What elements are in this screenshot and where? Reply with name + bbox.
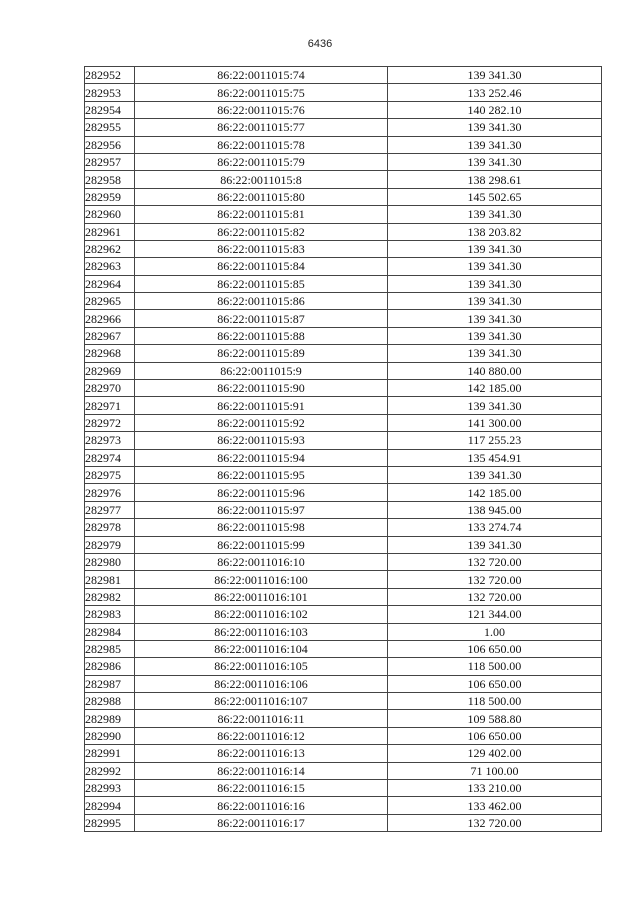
cadastral-number-cell: 86:22:0011015:95 (135, 466, 388, 483)
table-row (85, 171, 602, 188)
row-number-cell: 282978 (85, 519, 135, 536)
row-number-cell: 282964 (85, 275, 135, 292)
cadastral-value-cell: 139 341.30 (388, 310, 602, 327)
table-row (85, 432, 602, 449)
cadastral-number-cell: 86:22:0011016:13 (135, 745, 388, 762)
row-number-cell: 282960 (85, 206, 135, 223)
cadastral-value-cell: 133 252.46 (388, 84, 602, 101)
cadastral-value-cell: 139 341.30 (388, 345, 602, 362)
cadastral-value-cell: 140 282.10 (388, 101, 602, 118)
cadastral-value-cell: 142 185.00 (388, 484, 602, 501)
row-number-cell: 282973 (85, 432, 135, 449)
cadastral-number-cell: 86:22:0011015:87 (135, 310, 388, 327)
cadastral-number-cell: 86:22:0011015:82 (135, 223, 388, 240)
cadastral-value-cell: 139 341.30 (388, 240, 602, 257)
cadastral-number-cell: 86:22:0011016:105 (135, 658, 388, 675)
table-row (85, 153, 602, 170)
cadastral-value-cell: 139 341.30 (388, 536, 602, 553)
row-number-cell: 282972 (85, 414, 135, 431)
table-row (85, 571, 602, 588)
cadastral-number-cell: 86:22:0011015:80 (135, 188, 388, 205)
table-row (85, 536, 602, 553)
table-row (85, 258, 602, 275)
cadastral-number-cell: 86:22:0011015:96 (135, 484, 388, 501)
table-row (85, 136, 602, 153)
cadastral-number-cell: 86:22:0011016:11 (135, 710, 388, 727)
cadastral-value-cell: 121 344.00 (388, 606, 602, 623)
cadastral-number-cell: 86:22:0011015:99 (135, 536, 388, 553)
cadastral-number-cell: 86:22:0011016:16 (135, 797, 388, 814)
cadastral-number-cell: 86:22:0011016:106 (135, 675, 388, 692)
table-row (85, 640, 602, 657)
row-number-cell: 282982 (85, 588, 135, 605)
row-number-cell: 282961 (85, 223, 135, 240)
cadastral-value-cell: 139 341.30 (388, 466, 602, 483)
cadastral-value-cell: 140 880.00 (388, 362, 602, 379)
cadastral-value-cell: 132 720.00 (388, 814, 602, 831)
row-number-cell: 282981 (85, 571, 135, 588)
row-number-cell: 282955 (85, 119, 135, 136)
table-row (85, 606, 602, 623)
row-number-cell: 282989 (85, 710, 135, 727)
row-number-cell: 282952 (85, 67, 135, 84)
row-number-cell: 282954 (85, 101, 135, 118)
row-number-cell: 282970 (85, 380, 135, 397)
cadastral-number-cell: 86:22:0011016:102 (135, 606, 388, 623)
table-row (85, 206, 602, 223)
row-number-cell: 282993 (85, 780, 135, 797)
row-number-cell: 282965 (85, 293, 135, 310)
table-row (85, 780, 602, 797)
table-row (85, 240, 602, 257)
cadastral-number-cell: 86:22:0011015:88 (135, 327, 388, 344)
row-number-cell: 282985 (85, 640, 135, 657)
table-row (85, 553, 602, 570)
table-row (85, 588, 602, 605)
cadastral-value-cell: 139 341.30 (388, 258, 602, 275)
cadastral-number-cell: 86:22:0011015:86 (135, 293, 388, 310)
table-row (85, 814, 602, 831)
cadastral-number-cell: 86:22:0011015:90 (135, 380, 388, 397)
table-row (85, 727, 602, 744)
cadastral-number-cell: 86:22:0011016:107 (135, 693, 388, 710)
cadastral-value-cell: 133 274.74 (388, 519, 602, 536)
table-row (85, 519, 602, 536)
table-row (85, 501, 602, 518)
cadastral-value-cell: 71 100.00 (388, 762, 602, 779)
table-row (85, 693, 602, 710)
row-number-cell: 282967 (85, 327, 135, 344)
cadastral-number-cell: 86:22:0011015:78 (135, 136, 388, 153)
row-number-cell: 282990 (85, 727, 135, 744)
row-number-cell: 282984 (85, 623, 135, 640)
cadastral-value-cell: 139 341.30 (388, 206, 602, 223)
table-row (85, 710, 602, 727)
cadastral-value-cell: 1.00 (388, 623, 602, 640)
row-number-cell: 282977 (85, 501, 135, 518)
row-number-cell: 282962 (85, 240, 135, 257)
cadastral-value-cell: 132 720.00 (388, 571, 602, 588)
cadastral-value-cell: 132 720.00 (388, 553, 602, 570)
cadastral-number-cell: 86:22:0011015:93 (135, 432, 388, 449)
cadastral-value-table (84, 66, 602, 832)
table-row (85, 275, 602, 292)
row-number-cell: 282953 (85, 84, 135, 101)
table-row (85, 745, 602, 762)
table-row (85, 188, 602, 205)
cadastral-value-cell: 118 500.00 (388, 693, 602, 710)
row-number-cell: 282976 (85, 484, 135, 501)
table-row (85, 84, 602, 101)
table-row (85, 67, 602, 84)
table-row (85, 797, 602, 814)
cadastral-number-cell: 86:22:0011015:83 (135, 240, 388, 257)
cadastral-number-cell: 86:22:0011015:76 (135, 101, 388, 118)
row-number-cell: 282986 (85, 658, 135, 675)
table-row (85, 101, 602, 118)
cadastral-number-cell: 86:22:0011016:104 (135, 640, 388, 657)
cadastral-number-cell: 86:22:0011015:74 (135, 67, 388, 84)
cadastral-number-cell: 86:22:0011015:91 (135, 397, 388, 414)
row-number-cell: 282975 (85, 466, 135, 483)
cadastral-value-cell: 138 203.82 (388, 223, 602, 240)
cadastral-value-cell: 135 454.91 (388, 449, 602, 466)
table-row (85, 658, 602, 675)
cadastral-number-cell: 86:22:0011015:81 (135, 206, 388, 223)
row-number-cell: 282991 (85, 745, 135, 762)
table-body (85, 67, 602, 832)
row-number-cell: 282963 (85, 258, 135, 275)
table-row (85, 675, 602, 692)
row-number-cell: 282974 (85, 449, 135, 466)
cadastral-value-cell: 106 650.00 (388, 727, 602, 744)
cadastral-value-cell: 141 300.00 (388, 414, 602, 431)
cadastral-value-cell: 145 502.65 (388, 188, 602, 205)
row-number-cell: 282969 (85, 362, 135, 379)
table-row (85, 327, 602, 344)
cadastral-value-cell: 117 255.23 (388, 432, 602, 449)
table-row (85, 449, 602, 466)
cadastral-number-cell: 86:22:0011015:84 (135, 258, 388, 275)
cadastral-value-cell: 106 650.00 (388, 640, 602, 657)
row-number-cell: 282971 (85, 397, 135, 414)
cadastral-value-cell: 139 341.30 (388, 275, 602, 292)
cadastral-number-cell: 86:22:0011016:100 (135, 571, 388, 588)
row-number-cell: 282979 (85, 536, 135, 553)
table-row (85, 623, 602, 640)
cadastral-value-cell: 139 341.30 (388, 119, 602, 136)
table-row (85, 119, 602, 136)
cadastral-value-cell: 138 298.61 (388, 171, 602, 188)
row-number-cell: 282980 (85, 553, 135, 570)
cadastral-value-cell: 109 588.80 (388, 710, 602, 727)
cadastral-number-cell: 86:22:0011016:17 (135, 814, 388, 831)
cadastral-number-cell: 86:22:0011016:10 (135, 553, 388, 570)
row-number-cell: 282988 (85, 693, 135, 710)
row-number-cell: 282983 (85, 606, 135, 623)
table-row (85, 345, 602, 362)
row-number-cell: 282992 (85, 762, 135, 779)
cadastral-number-cell: 86:22:0011015:77 (135, 119, 388, 136)
cadastral-value-cell: 138 945.00 (388, 501, 602, 518)
row-number-cell: 282958 (85, 171, 135, 188)
row-number-cell: 282956 (85, 136, 135, 153)
table-row (85, 762, 602, 779)
table-row (85, 223, 602, 240)
table-row (85, 414, 602, 431)
table-row (85, 362, 602, 379)
cadastral-number-cell: 86:22:0011016:12 (135, 727, 388, 744)
cadastral-value-cell: 139 341.30 (388, 153, 602, 170)
table-row (85, 466, 602, 483)
row-number-cell: 282966 (85, 310, 135, 327)
cadastral-number-cell: 86:22:0011015:94 (135, 449, 388, 466)
cadastral-value-cell: 132 720.00 (388, 588, 602, 605)
cadastral-number-cell: 86:22:0011016:101 (135, 588, 388, 605)
page-number: 6436 (307, 38, 333, 50)
cadastral-number-cell: 86:22:0011015:85 (135, 275, 388, 292)
cadastral-value-cell: 139 341.30 (388, 293, 602, 310)
table-row (85, 484, 602, 501)
cadastral-value-cell: 133 210.00 (388, 780, 602, 797)
cadastral-number-cell: 86:22:0011015:9 (135, 362, 388, 379)
cadastral-number-cell: 86:22:0011015:8 (135, 171, 388, 188)
cadastral-value-cell: 118 500.00 (388, 658, 602, 675)
cadastral-value-cell: 139 341.30 (388, 327, 602, 344)
cadastral-number-cell: 86:22:0011015:97 (135, 501, 388, 518)
cadastral-value-cell: 142 185.00 (388, 380, 602, 397)
table-row (85, 310, 602, 327)
cadastral-value-cell: 129 402.00 (388, 745, 602, 762)
cadastral-number-cell: 86:22:0011015:89 (135, 345, 388, 362)
cadastral-value-cell: 139 341.30 (388, 136, 602, 153)
table-row (85, 380, 602, 397)
cadastral-number-cell: 86:22:0011015:75 (135, 84, 388, 101)
cadastral-value-cell: 106 650.00 (388, 675, 602, 692)
row-number-cell: 282994 (85, 797, 135, 814)
cadastral-value-cell: 139 341.30 (388, 67, 602, 84)
table-row (85, 293, 602, 310)
cadastral-number-cell: 86:22:0011015:92 (135, 414, 388, 431)
cadastral-number-cell: 86:22:0011015:98 (135, 519, 388, 536)
table-row (85, 397, 602, 414)
cadastral-number-cell: 86:22:0011016:14 (135, 762, 388, 779)
cadastral-value-cell: 139 341.30 (388, 397, 602, 414)
cadastral-number-cell: 86:22:0011016:103 (135, 623, 388, 640)
cadastral-number-cell: 86:22:0011015:79 (135, 153, 388, 170)
row-number-cell: 282959 (85, 188, 135, 205)
cadastral-value-cell: 133 462.00 (388, 797, 602, 814)
cadastral-number-cell: 86:22:0011016:15 (135, 780, 388, 797)
row-number-cell: 282987 (85, 675, 135, 692)
row-number-cell: 282957 (85, 153, 135, 170)
row-number-cell: 282995 (85, 814, 135, 831)
row-number-cell: 282968 (85, 345, 135, 362)
